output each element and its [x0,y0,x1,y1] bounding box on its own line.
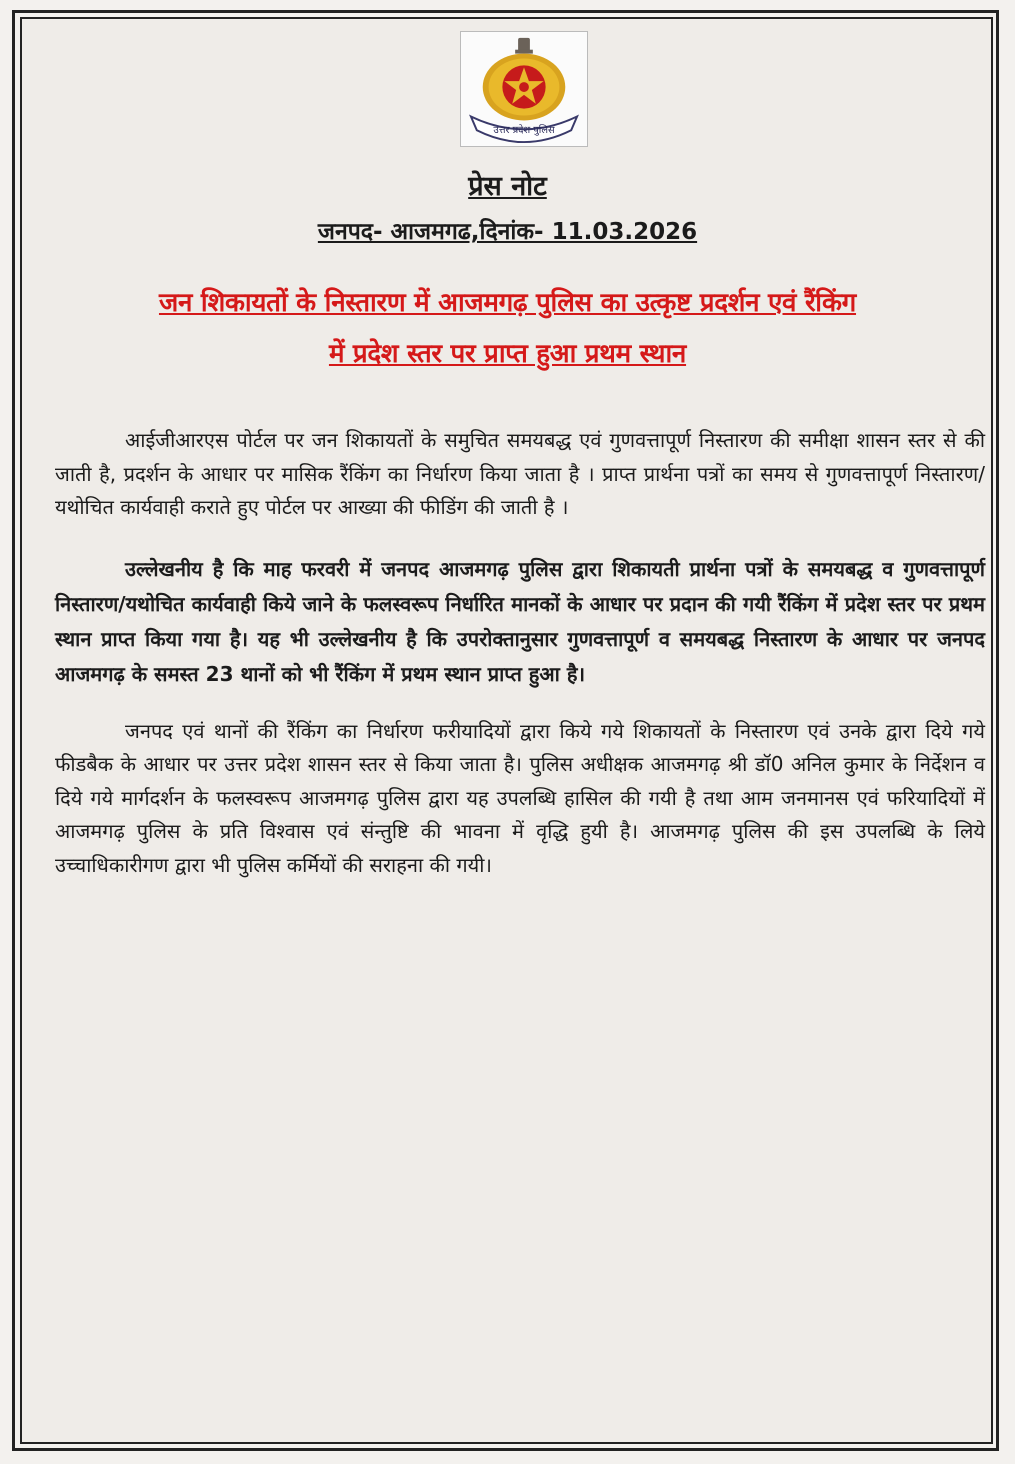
headline-line-2: में प्रदेश स्तर पर प्राप्त हुआ प्रथम स्थान [328,339,687,369]
press-note-title: प्रेस नोट [468,171,547,202]
district-date-line: जनपद- आजमगढ,दिनांक- 11.03.2026 [317,219,698,245]
emblem-graphic [461,32,587,146]
up-police-emblem-icon [460,31,588,147]
paragraph-3: जनपद एवं थानों की रैंकिंग का निर्धारण फरीयादियों द्वारा किये गये शिकायतों के निस्तारण एवं उनके द्वारा दिये गये फीडबैक के आधार पर उत्तर प्रदेश शासन स्तर से किया जाता है। पुलिस अधीक्षक आजमगढ़ श्री डॉ0 अनिल कुमार के निर्देशन व दिये गये मार्गदर्शन के फलस्वरूप आजमगढ़ पुलिस द्वारा यह उपलब्धि हासिल की गयी है तथा आम जनमानस एवं फरियादियों में आजमगढ़ पुलिस के प्रति विश्वास एवं संन्तुष्टि की भावना में वृद्धि हुयी है। आजमगढ़ पुलिस की इस उपलब्धि के लिये उच्चाधिकारीगण द्वारा भी पुलिस कर्मियों की सराहना की गयी। [55,718,985,877]
headline-line-1: जन शिकायतों के निस्तारण में आजमगढ़ पुलिस का उत्कृष्ट प्रदर्शन एवं रैंकिंग [158,288,857,318]
paragraph-2: उल्लेखनीय है कि माह फरवरी में जनपद आजमगढ़ पुलिस द्वारा शिकायती प्रार्थना पत्रों के समयबद्ध व गुणवत्तापूर्ण निस्तारण/यथोचित कार्यवाही किये जाने के फलस्वरूप निर्धारित मानकों के आधार पर प्रदान की गयी रैंकिंग में प्रदेश स्तर पर प्रथम स्थान प्राप्त किया गया है। यह भी उल्लेखनीय है कि उपरोक्तानुसार गुणवत्तापूर्ण व समयबद्ध निस्तारण के आधार पर जनपद आजमगढ़ के समस्त 23 थानों को भी रैंकिंग में प्रथम स्थान प्राप्त हुआ है। [55,556,985,687]
paragraph-1: आईजीआरएस पोर्टल पर जन शिकायतों के समुचित समयबद्ध एवं गुणवत्तापूर्ण निस्तारण की समीक्षा शासन स्तर से की जाती है, प्रदर्शन के आधार पर मासिक रैंकिंग का निर्धारण किया जाता है । प्राप्त प्रार्थना पत्रों का समय से गुणवत्तापूर्ण निस्तारण/यथोचित कार्यवाही कराते हुए पोर्टल पर आख्या की फीडिंग की जाती है । [55,428,985,520]
emblem-ribbon-text: उत्तर प्रदेश पुलिस [493,125,555,137]
press-note-body [55,424,985,883]
